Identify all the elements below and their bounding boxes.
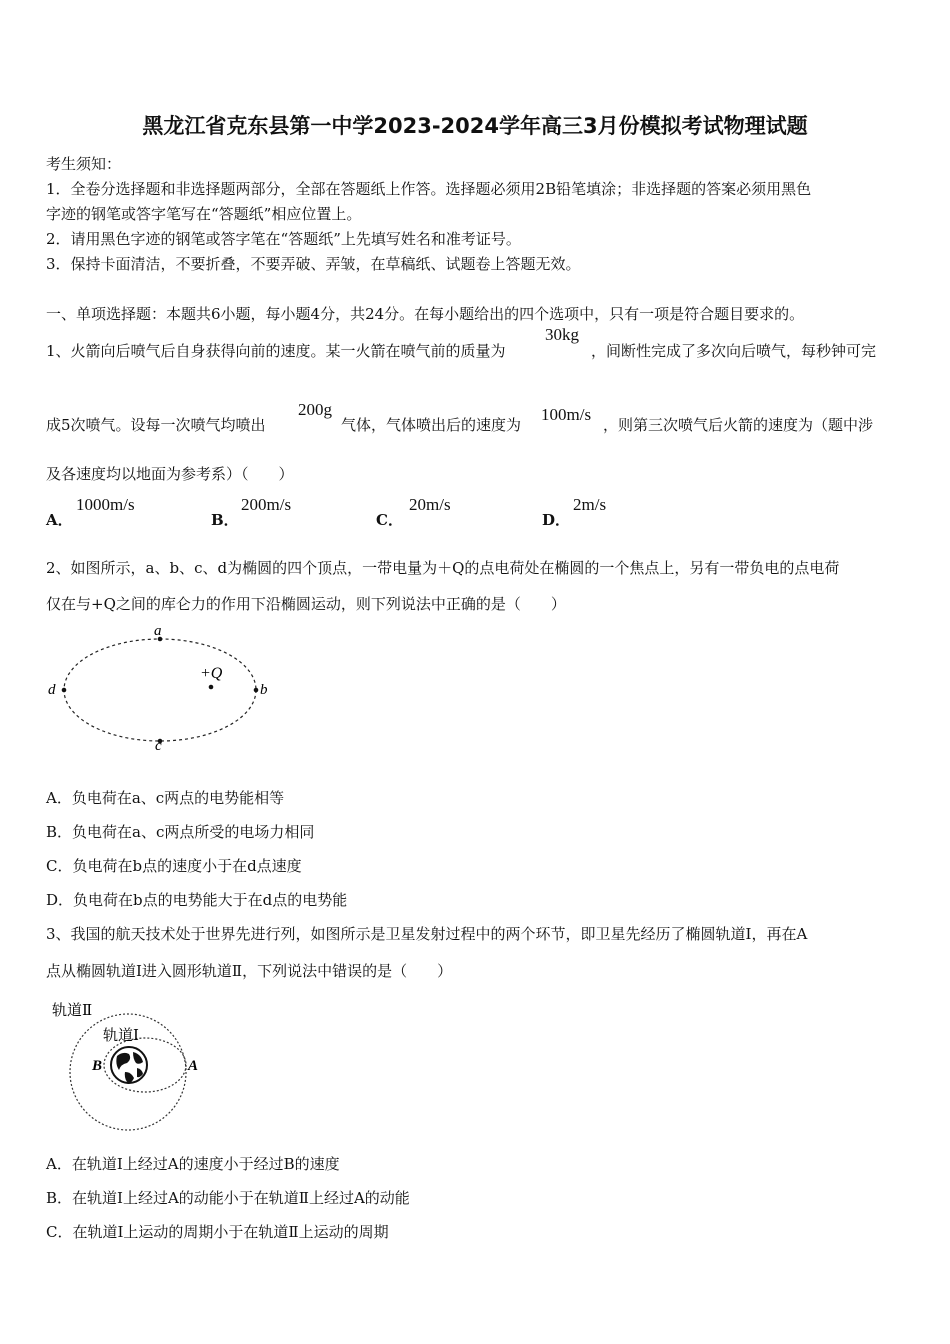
label-a: a [154, 623, 162, 639]
vertex-d-dot [62, 688, 67, 693]
charge-q-dot [209, 685, 214, 690]
notice-line-2: 2．请用黑色字迹的钢笔或答字笔在“答题纸”上先填写姓名和准考证号。 [46, 230, 521, 248]
q1-text-2: ，间断性完成了多次向后喷气，每秒钟可完 [591, 342, 877, 360]
label-q: +Q [200, 665, 223, 682]
label-orbit-ii: 轨道Ⅱ [52, 1003, 93, 1019]
q1-option-c-value: 20m/s [409, 495, 451, 514]
label-d: d [48, 682, 56, 698]
q1-text-3: 成5次喷气。设每一次喷气均喷出 [46, 416, 266, 434]
q3-text-1: 3、我国的航天技术处于世界先进行列，如图所示是卫星发射过程中的两个环节，即卫星先经历了椭圆轨道I，再在A [46, 925, 808, 943]
q1-text-6: 及各速度均以地面为参考系）（ ） [46, 465, 294, 483]
q2-option-b: B．负电荷在a、c两点所受的电场力相同 [46, 823, 315, 841]
q1-option-d-label: D． [542, 511, 571, 529]
page-title: 黑龙江省克东县第一中学2023-2024学年高三3月份模拟考试物理试题 [142, 114, 808, 138]
q2-option-a: A．负电荷在a、c两点的电势能相等 [46, 789, 285, 807]
ellipse-orbit [64, 639, 256, 741]
q2-option-d: D．负电荷在b点的电势能大于在d点的电势能 [46, 891, 348, 909]
orbit-figure [45, 992, 215, 1137]
ellipse-figure [40, 620, 290, 755]
q2-text-1: 2、如图所示，a、b、c、d为椭圆的四个顶点，一带电量为＋Q的点电荷处在椭圆的一个焦点上，另有一带负电的点电荷 [46, 559, 840, 577]
q3-text-2: 点从椭圆轨道I进入圆形轨道Ⅱ，下列说法中错误的是（ ） [46, 962, 453, 980]
label-point-b: B [92, 1058, 103, 1074]
q1-gas-mass-value: 200g [298, 400, 332, 419]
q1-option-c-label: C． [376, 511, 403, 529]
notice-line-3: 3．保持卡面清洁，不要折叠，不要弄破、弄皱，在草稿纸、试题卷上答题无效。 [46, 255, 581, 273]
notice-line-1a: 1．全卷分选择题和非选择题两部分，全部在答题纸上作答。选择题必须用2B铅笔填涂；非选择题的答案必须用黑色 [46, 180, 812, 198]
q1-text-1: 1、火箭向后喷气后自身获得向前的速度。某一火箭在喷气前的质量为 [46, 342, 506, 360]
notice-line-1b: 字迹的钢笔或答字笔写在“答题纸”相应位置上。 [46, 205, 362, 223]
q1-text-5: ，则第三次喷气后火箭的速度为（题中涉 [603, 416, 874, 434]
vertex-b-dot [254, 688, 259, 693]
q1-mass-value: 30kg [545, 325, 579, 344]
q1-text-4: 气体，气体喷出后的速度为 [341, 416, 522, 434]
q1-gas-speed-value: 100m/s [541, 405, 592, 424]
q1-option-a-value: 1000m/s [76, 495, 135, 514]
q2-option-c: C．负电荷在b点的速度小于在d点速度 [46, 857, 302, 875]
q3-option-b: B．在轨道I上经过A的动能小于在轨道Ⅱ上经过A的动能 [46, 1189, 410, 1207]
q3-option-a: A．在轨道I上经过A的速度小于经过B的速度 [46, 1155, 340, 1173]
earth-icon [111, 1047, 147, 1083]
q3-option-c: C．在轨道I上运动的周期小于在轨道Ⅱ上运动的周期 [46, 1223, 389, 1241]
section-header: 一、单项选择题：本题共6小题，每小题4分，共24分。在每小题给出的四个选项中，只有一项是符合题目要求的。 [46, 305, 805, 323]
notice-heading: 考生须知： [46, 155, 122, 173]
q2-text-2: 仅在与+Q之间的库仑力的作用下沿椭圆运动，则下列说法中正确的是（ ） [46, 595, 566, 613]
q1-option-d-value: 2m/s [573, 495, 607, 514]
q1-option-b-value: 200m/s [241, 495, 292, 514]
label-point-a: A [188, 1058, 199, 1074]
label-orbit-i: 轨道Ⅰ [103, 1028, 139, 1044]
q1-option-a-label: A． [46, 511, 73, 529]
q1-option-b-label: B． [211, 511, 239, 529]
label-c: c [155, 738, 162, 754]
label-b: b [260, 682, 268, 698]
